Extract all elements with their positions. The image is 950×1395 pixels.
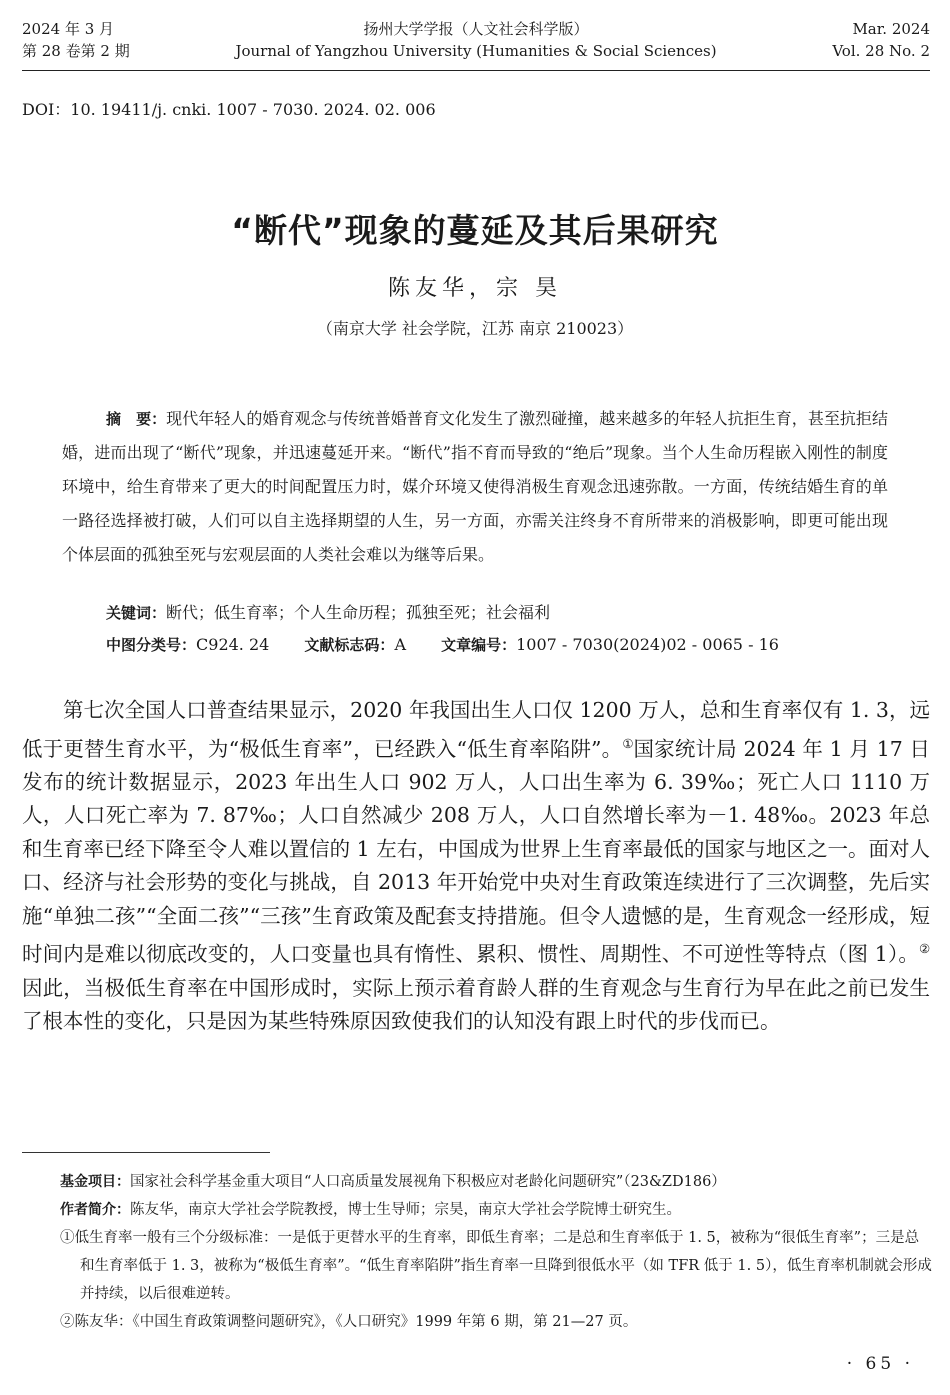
header-date-en: Mar. 2024 [852,20,930,38]
funding-text: 国家社会科学基金重大项目“人口高质量发展视角下积极应对老龄化问题研究”（23&ZD186） [130,1174,726,1190]
footnote-1: ①低生育率一般有三个分级标准：一是低于更替水平的生育率，即低生育率；二是总和生育率低于 1. 5，被称为“很低生育率”；三是总和生育率低于 1. 3，被称为“极低生育率”。“低生育率陷阱”指生育率一旦降到很低水平（如 TFR 低于 1. 5），低生育率机制就会形成并持续，以后很难逆转。 [60,1230,932,1302]
page-number: · 65 · [846,1354,914,1374]
header-journal-cn: 扬州大学学报（人文社会科学版） [363,20,589,38]
footnotes [60,1168,932,1336]
clc-number [106,630,269,660]
clc-value: C924. 24 [196,635,270,654]
footnote-2: ②陈友华：《中国生育政策调整问题研究》，《人口研究》1999 年第 6 期，第 21—27 页。 [60,1314,638,1330]
funding-note [60,1168,932,1196]
body-paragraph [22,694,930,1039]
running-header [22,14,930,71]
footnote-divider [22,1152,270,1153]
article-number-value: 1007 - 7030(2024)02 - 0065 - 16 [516,635,779,654]
abstract [62,402,888,572]
body-text-part2: 国家统计局 2024 年 1 月 17 日发布的统计数据显示，2023 年出生人口 902 万人，人口出生率为 6. 39‰；死亡人口 1110 万人，人口死亡率为 7. 87‰；人口自然减少 208 万人，人口自然增长率为－1. 48‰。2023 年总和生育率已经下降至令人难以置信的 1 左右，中国成为世界上生育率最低的国家与地区之一。面对人口、经济与社会形势的变化与挑战，自 2013 年开始党中央对生育政策连续进行了三次调整，先后实施“单独二孩”“全面二孩”“三孩”生育政策及配套支持措施。但令人遗憾的是，生育观念一经形成，短时间内是难以彻底改变的，人口变量也具有惰性、累积、惯性、周期性、不可逆性等特点（图 1）。 [22,736,930,967]
header-date-cn: 2024 年 3 月 [22,20,115,38]
article-number-label: 文章编号： [441,636,517,654]
clc-label: 中图分类号： [106,636,197,654]
body-text-part1: 第七次全国人口普查结果显示，2020 年我国出生人口仅 1200 万人，总和生育率仅有 1. 3，远低于更替生育水平，为“极低生育率”，已经跌入“低生育率陷阱”。 [22,698,930,761]
keywords-label: 关键词： [106,604,167,622]
body-text-part3: 因此，当极低生育率在中国形成时，实际上预示着育龄人群的生育观念与生育行为早在此之前已发生了根本性的变化，只是因为某些特殊原因致使我们的认知没有跟上时代的步伐而已。 [22,975,930,1034]
document-code [304,630,406,660]
authors: 陈友华，宗 昊 [388,276,562,301]
footnote-ref-2: ② [918,942,930,957]
header-journal-name [22,18,930,62]
footnote-ref-1: ① [622,736,634,751]
funding-label: 基金项目： [60,1174,130,1190]
affiliation: （南京大学 社会学院，江苏 南京 210023） [316,319,634,338]
article-number [441,630,779,660]
abstract-label: 摘 要： [106,410,167,428]
header-volume-en: Vol. 28 No. 2 [832,42,930,60]
keywords-text: 断代；低生育率；个人生命历程；孤独至死；社会福利 [166,603,551,622]
author-bio-note [60,1196,932,1224]
author-bio-label: 作者简介： [60,1202,130,1218]
doi: DOI：10. 19411/j. cnki. 1007 - 7030. 2024. 02. 006 [22,100,436,119]
header-volume-cn: 第 28 卷第 2 期 [22,42,130,60]
author-bio-text: 陈友华，南京大学社会学院教授，博士生导师；宗昊，南京大学社会学院博士研究生。 [130,1202,681,1218]
doc-code-value: A [394,635,406,654]
article-title: “断代”现象的蔓延及其后果研究 [231,211,719,250]
header-issue-en [832,18,930,62]
keywords [106,598,550,628]
doc-code-label: 文献标志码： [304,636,395,654]
classification-line [106,630,890,660]
header-journal-en: Journal of Yangzhou University (Humanities & Social Sciences) [235,42,717,60]
abstract-text: 现代年轻人的婚育观念与传统普婚普育文化发生了激烈碰撞，越来越多的年轻人抗拒生育，甚至抗拒结婚，进而出现了“断代”现象，并迅速蔓延开来。“断代”指不育而导致的“绝后”现象。当个人生命历程嵌入刚性的制度环境中，给生育带来了更大的时间配置压力时，媒介环境又使得消极生育观念迅速弥散。一方面，传统结婚生育的单一路径选择被打破，人们可以自主选择期望的人生，另一方面，亦需关注终身不育所带来的消极影响，即更可能出现个体层面的孤独至死与宏观层面的人类社会难以为继等后果。 [62,409,888,564]
